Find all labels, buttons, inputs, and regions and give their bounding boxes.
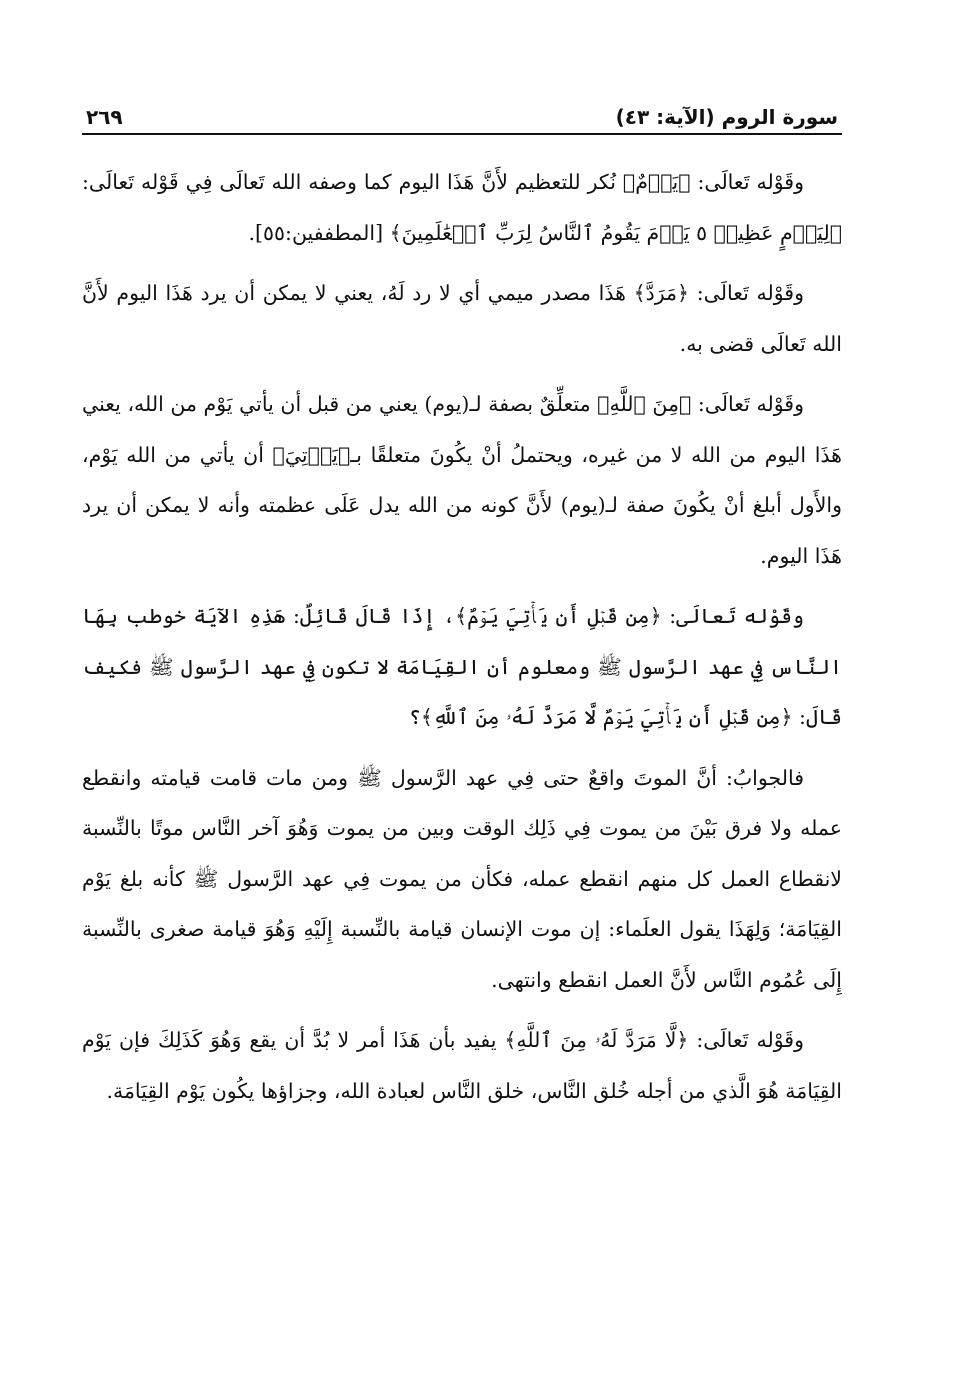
paragraph: وقَوْله تَعالَى: ﴿لَّا مَرَدَّ لَهُۥ مِنَ ٱللَّهِ﴾ يفيد بأن هَذَا أمر لا بُدَّ أن يقع وَهُوَ كَذَلِكَ فإن يَوْم القِيَامَة هُوَ الَّذي من أجله خُلق النَّاس، خلق النَّاس لعبادة الله، وجزاؤها يكُون يَوْم القِيَامَة. [82, 1028, 842, 1103]
paragraph: فالجوابُ: أنَّ الموتَ واقعٌ حتى فِي عهد الرَّسول ﷺ ومن مات قامت قيامته وانقطع عمله ولا فرق بَيْنَ من يموت فِي ذَلِك الوقت وبين من يموت وَهُوَ آخر النَّاس موتًا بالنِّسبة لانقطاع العمل كل منهم انقطع عمله، فكأن من يموت فِي عهد الرَّسول ﷺ كأنه بلغ يَوْم القِيَامَة؛ وَلِهَذَا يقول العلَماء: إن موت الإنسان قيامة بالنِّسبة إِلَيْهِ وَهُوَ قيامة صغرى بالنِّسبة إِلَى عُمُوم النَّاس لأَنَّ العمل انقطع وانتهى. [82, 765, 842, 992]
surah-title: سورة الروم (الآية: ٤٣) [615, 105, 838, 129]
paragraph: وقَوْله تَعالَى: ﴿مَرَدَّ﴾ هَذَا مصدر ميمي أي لا رد لَهُ، يعني لا يمكن أن يرد هَذَا اليوم لأَنَّ الله تَعالَى قضى به. [82, 281, 842, 356]
paragraph: وقَوْله تَعالَى: ﴿مِن قَبۡلِ أَن يَأۡتِيَ يَوۡمٌ﴾، إِذَا قَالَ قَائِلٌ: هَذِهِ الآيَة خوطب بِهَا النَّاس فِي عهد الرَّسول ﷺ ومعلوم أن القِيَامَة لا تكون فِي عهد الرَّسول ﷺ فكيف قَالَ: ﴿مِن قَبۡلِ أَن يَأۡتِيَ يَوۡمٌ لَّا مَرَدَّ لَهُۥ مِنَ ٱللَّهِ﴾؟ [82, 604, 842, 729]
page-body [82, 157, 842, 1116]
paragraph: وقَوْله تَعالَى: ﴿مِنَ ٱللَّهِ﴾ متعلِّقٌ بصفة لـ(يوم) يعني من قبل أن يأتي يَوْم من الله، يعني هَذَا اليوم من الله لا من غيره، ويحتملُ أنْ يكُونَ متعلقًا بـ﴿يَأۡتِيَ﴾ أن يأتي من الله يَوْم، والأَول أبلغ أنْ يكُونَ صفة لـ(يوم) لأَنَّ كونه من الله يدل عَلَى عظمته وأنه لا يمكن أن يرد هَذَا اليوم. [82, 392, 842, 568]
page-number: ٢٦٩ [86, 105, 123, 129]
book-page [82, 95, 842, 1126]
page-header [82, 95, 842, 135]
paragraph: وقَوْله تَعالَى: ﴿يَوۡمٌ﴾ نُكر للتعظيم لأَنَّ هَذَا اليوم كما وصفه الله تَعالَى فِي قَوْله تَعالَى: ﴿لِيَوۡمٍ عَظِيمٖ ٥ يَوۡمَ يَقُومُ ٱلنَّاسُ لِرَبِّ ٱلۡعَٰلَمِينَ﴾ [المطففين:٥٥]. [82, 170, 842, 245]
